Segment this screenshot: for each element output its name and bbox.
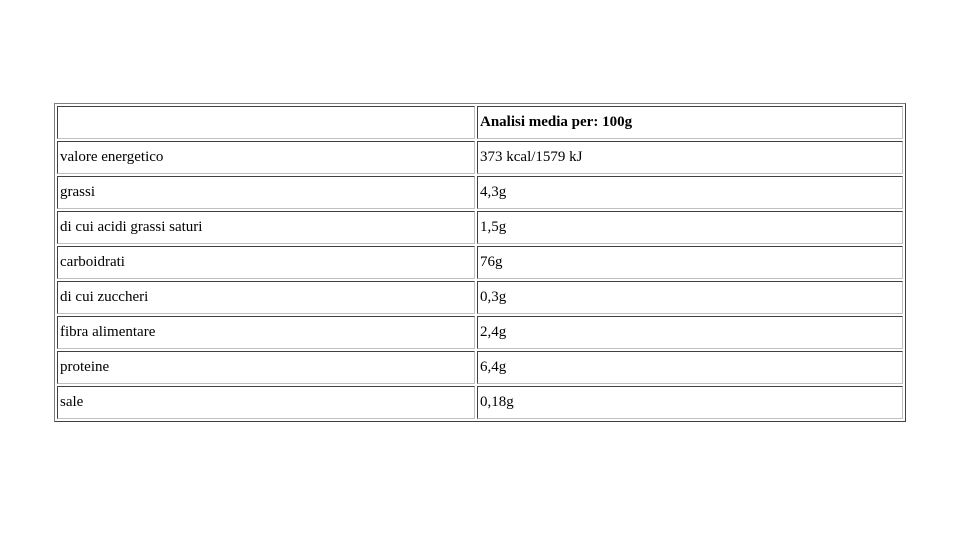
header-label-cell [57,106,475,139]
nutrient-value: 373 kcal/1579 kJ [477,141,903,174]
nutrient-name: fibra alimentare [57,316,475,349]
nutrient-name: proteine [57,351,475,384]
nutrient-value: 76g [477,246,903,279]
table-row [57,141,903,174]
nutrient-value: 0,18g [477,386,903,419]
nutrient-value: 6,4g [477,351,903,384]
nutrient-name: di cui acidi grassi saturi [57,211,475,244]
nutrient-value: 2,4g [477,316,903,349]
nutrient-value: 4,3g [477,176,903,209]
nutrition-table [54,103,906,422]
table-row [57,211,903,244]
nutrient-name: di cui zuccheri [57,281,475,314]
header-value-cell: Analisi media per: 100g [477,106,903,139]
table-row [57,246,903,279]
table-row [57,281,903,314]
nutrient-value: 0,3g [477,281,903,314]
table-header-row [57,106,903,139]
nutrient-name: grassi [57,176,475,209]
nutrient-name: carboidrati [57,246,475,279]
nutrient-value: 1,5g [477,211,903,244]
table-row [57,386,903,419]
table-row [57,176,903,209]
table-row [57,351,903,384]
nutrient-name: sale [57,386,475,419]
nutrient-name: valore energetico [57,141,475,174]
table-row [57,316,903,349]
